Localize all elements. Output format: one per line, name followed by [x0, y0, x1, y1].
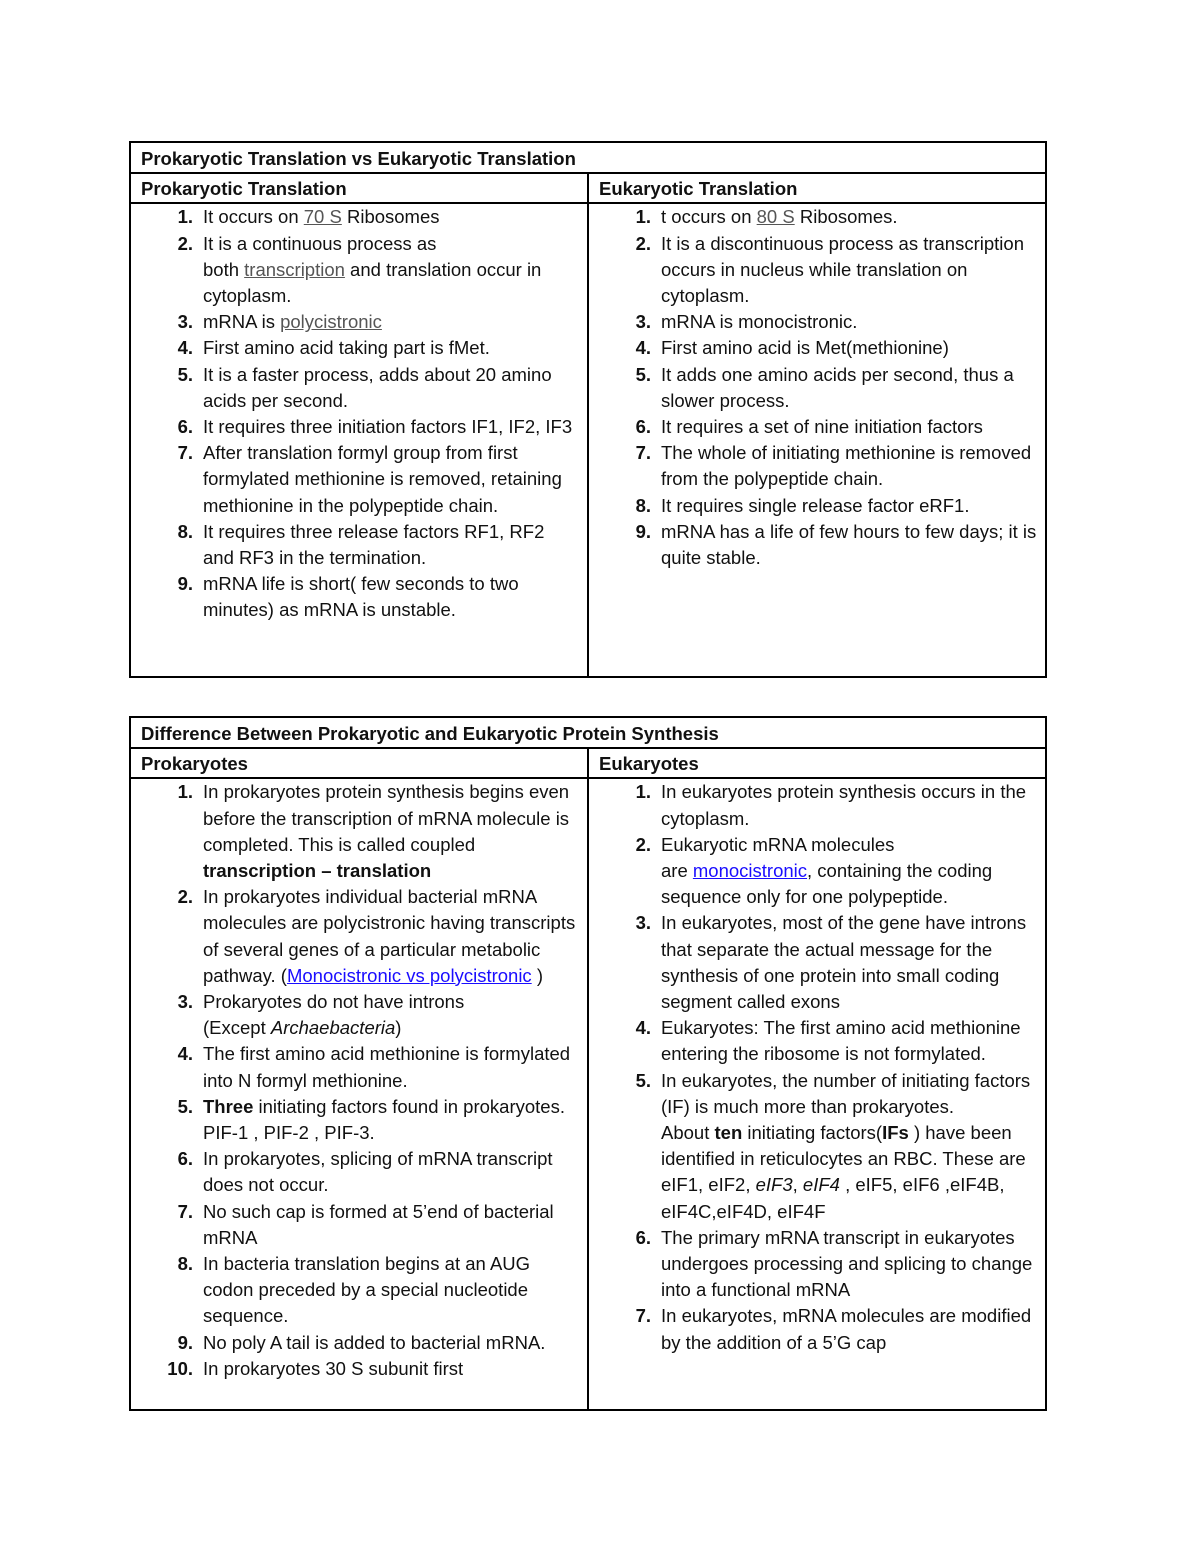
text-span: First amino acid taking part is fMet.	[203, 337, 490, 359]
item-number: 3.	[635, 912, 651, 934]
text-span: )	[531, 964, 543, 986]
text-span: Archaebacteria	[270, 1017, 396, 1039]
item-number: 5.	[177, 363, 193, 385]
column-header-eukaryotes: Eukaryotes	[588, 748, 1046, 778]
inline-link[interactable]: 80 S	[756, 206, 795, 228]
inline-link[interactable]: monocistronic	[692, 860, 808, 882]
item-number: 2.	[177, 232, 193, 254]
item-number: 6.	[177, 416, 193, 438]
item-number: 3.	[635, 311, 651, 333]
item-text	[661, 493, 1045, 519]
list-item	[131, 779, 587, 884]
table-title: Difference Between Prokaryotic and Eukaryotic Protein Synthesis	[130, 717, 1046, 748]
item-number: 7.	[177, 442, 193, 464]
eukaryotes-list	[589, 779, 1045, 1355]
item-number: 3.	[177, 991, 193, 1013]
inline-link[interactable]: 70 S	[303, 206, 342, 228]
list-item	[589, 832, 1045, 911]
text-span: First amino acid is Met(methionine)	[661, 337, 949, 359]
column-header-eukaryotic: Eukaryotic Translation	[588, 173, 1046, 203]
item-text	[203, 1041, 587, 1093]
text-span: In prokaryotes individual bacterial mRNA molecules are polycistronic having transcripts of several genes of a particular metabolic pathway. (	[203, 886, 576, 986]
item-text	[203, 779, 587, 884]
prokaryotic-list	[131, 204, 587, 623]
item-number: 2.	[177, 886, 193, 908]
item-number: 1.	[635, 781, 651, 803]
item-text	[203, 884, 587, 989]
column-header-prokaryotic: Prokaryotic Translation	[130, 173, 588, 203]
item-text	[661, 440, 1045, 492]
text-span: No poly A tail is added to bacterial mRNA.	[203, 1331, 546, 1353]
list-item	[589, 779, 1045, 831]
inline-link[interactable]: polycistronic	[280, 311, 382, 333]
list-item	[589, 1068, 1045, 1225]
text-span: It occurs on	[203, 206, 304, 228]
item-number: 9.	[177, 573, 193, 595]
list-item	[131, 884, 587, 989]
text-span: both	[203, 258, 245, 280]
list-item	[589, 910, 1045, 1015]
list-item	[131, 204, 587, 230]
text-span: IFs	[882, 1122, 909, 1144]
prokaryotic-cell	[130, 203, 588, 677]
text-span: No such cap is formed at 5’end of bacterial mRNA	[203, 1200, 554, 1248]
item-text	[661, 779, 1045, 831]
item-text	[203, 1094, 587, 1146]
list-item	[131, 1041, 587, 1093]
text-span: It requires three initiation factors IF1, IF2, IF3	[203, 416, 573, 438]
item-number: 4.	[635, 337, 651, 359]
list-item	[589, 204, 1045, 230]
text-span: In eukaryotes, the number of initiating factors (IF) is much more than prokaryotes.	[661, 1069, 1031, 1117]
list-item	[131, 335, 587, 361]
list-item	[589, 493, 1045, 519]
text-span: In eukaryotes protein synthesis occurs in the cytoplasm.	[661, 781, 1027, 829]
text-span: It requires single release factor eRF1.	[661, 494, 970, 516]
item-text	[661, 362, 1045, 414]
item-number: 1.	[635, 206, 651, 228]
list-item	[589, 335, 1045, 361]
text-span: transcription – translation	[203, 860, 432, 882]
item-number: 5.	[177, 1095, 193, 1117]
column-header-prokaryotes: Prokaryotes	[130, 748, 588, 778]
list-item	[131, 1330, 587, 1356]
list-item	[131, 1199, 587, 1251]
text-span: The primary mRNA transcript in eukaryotes undergoes processing and splicing to change into a functional mRNA	[661, 1226, 1033, 1301]
item-number: 2.	[635, 232, 651, 254]
text-span: In prokaryotes, splicing of mRNA transcript does not occur.	[203, 1148, 553, 1196]
item-number: 1.	[177, 781, 193, 803]
item-text	[203, 362, 587, 414]
text-span: , containing the coding sequence only for one polypeptide.	[661, 860, 993, 908]
item-text	[203, 989, 587, 1041]
inline-link[interactable]: Monocistronic vs polycistronic	[286, 964, 532, 986]
item-text	[203, 571, 587, 623]
item-number: 6.	[635, 1226, 651, 1248]
item-text	[661, 1015, 1045, 1067]
list-item	[131, 1251, 587, 1330]
item-number: 5.	[635, 1069, 651, 1091]
item-text	[661, 1068, 1045, 1225]
text-span: , eIF5, eIF6 ,eIF4B, eIF4C,eIF4D, eIF4F	[661, 1174, 1005, 1222]
list-item	[131, 571, 587, 623]
text-span: Three	[203, 1095, 254, 1117]
item-number: 1.	[177, 206, 193, 228]
list-item	[589, 1225, 1045, 1304]
item-text	[203, 1356, 587, 1382]
list-item	[589, 1303, 1045, 1355]
text-span: (Except	[203, 1017, 271, 1039]
item-text	[661, 832, 1045, 911]
list-item	[589, 440, 1045, 492]
list-item	[589, 414, 1045, 440]
eukaryotes-cell	[588, 778, 1046, 1410]
item-number: 4.	[177, 337, 193, 359]
list-item	[589, 309, 1045, 335]
item-text	[203, 335, 587, 361]
list-item	[131, 362, 587, 414]
item-number: 2.	[635, 833, 651, 855]
prokaryotes-list	[131, 779, 587, 1382]
list-item	[131, 1094, 587, 1146]
item-number: 8.	[635, 494, 651, 516]
item-text	[661, 519, 1045, 571]
text-span: ) have been identified in reticulocytes an RBC. These are eIF1, eIF2,	[661, 1122, 1026, 1196]
item-text	[203, 231, 587, 310]
text-span: mRNA has a life of few hours to few days; it is quite stable.	[661, 520, 1037, 569]
text-span: ten	[714, 1122, 743, 1144]
item-text	[203, 1199, 587, 1251]
text-span: eIF4	[802, 1174, 840, 1196]
item-text	[661, 414, 1045, 440]
item-number: 7.	[177, 1200, 193, 1222]
text-span: Eukaryotes: The first amino acid methionine entering the ribosome is not formylated.	[661, 1017, 1021, 1065]
text-span: initiating factors(	[742, 1122, 883, 1144]
item-text	[203, 1146, 587, 1198]
list-item	[131, 1356, 587, 1382]
item-text	[203, 204, 587, 230]
item-text	[203, 414, 587, 440]
list-item	[131, 231, 587, 310]
text-span: mRNA is monocistronic.	[661, 311, 858, 333]
text-span: Ribosomes.	[794, 206, 898, 228]
text-span: The first amino acid methionine is formylated into N formyl methionine.	[203, 1043, 571, 1091]
item-text	[661, 335, 1045, 361]
item-number: 6.	[177, 1148, 193, 1170]
text-span: It requires a set of nine initiation factors	[661, 416, 983, 438]
item-number: 9.	[177, 1331, 193, 1353]
text-span: and translation occur in cytoplasm.	[203, 258, 542, 307]
list-item	[131, 440, 587, 519]
list-item	[131, 519, 587, 571]
item-number: 10.	[167, 1357, 193, 1379]
text-span: It requires three release factors RF1, RF2 and RF3 in the termination.	[203, 520, 545, 569]
text-span: mRNA is	[203, 311, 281, 333]
list-item	[131, 414, 587, 440]
item-text	[203, 1251, 587, 1330]
item-text	[661, 309, 1045, 335]
text-span: Eukaryotic mRNA molecules	[661, 833, 895, 855]
item-text	[661, 204, 1045, 230]
item-number: 8.	[177, 520, 193, 542]
item-text	[203, 1330, 587, 1356]
translation-comparison-table	[129, 141, 1047, 678]
item-text	[203, 519, 587, 571]
list-item	[131, 309, 587, 335]
list-item	[589, 362, 1045, 414]
item-number: 7.	[635, 1305, 651, 1327]
eukaryotic-cell	[588, 203, 1046, 677]
list-item	[131, 1146, 587, 1198]
text-span: It is a faster process, adds about 20 amino acids per second.	[203, 363, 552, 411]
text-span: mRNA life is short( few seconds to two minutes) as mRNA is unstable.	[203, 573, 519, 621]
list-item	[589, 519, 1045, 571]
item-number: 7.	[635, 442, 651, 464]
text-span: Prokaryotes do not have introns	[203, 991, 465, 1013]
text-span: In bacteria translation begins at an AUG codon preceded by a special nucleotide sequence.	[203, 1253, 531, 1327]
text-span: ,	[792, 1174, 803, 1196]
item-number: 9.	[635, 520, 651, 542]
list-item	[589, 231, 1045, 310]
text-span: About	[661, 1122, 715, 1144]
item-text	[661, 1225, 1045, 1304]
text-span: In eukaryotes, mRNA molecules are modified by the addition of a 5’G cap	[661, 1305, 1032, 1353]
text-span: t occurs on	[661, 206, 757, 228]
item-number: 8.	[177, 1253, 193, 1275]
text-span: In eukaryotes, most of the gene have introns that separate the actual message for the synthesis of one protein into small coding segment called exons	[661, 912, 1027, 1013]
text-span: In prokaryotes 30 S subunit first	[203, 1357, 464, 1379]
inline-link[interactable]: transcription	[244, 258, 345, 280]
text-span: In prokaryotes protein synthesis begins even before the transcription of mRNA molecule is completed. This is called coupled	[203, 781, 570, 855]
text-span: The whole of initiating methionine is removed from the polypeptide chain.	[661, 442, 1032, 490]
text-span: After translation formyl group from first formylated methionine is removed, retaining methionine in the polypeptide chain.	[203, 442, 562, 516]
item-text	[203, 440, 587, 519]
item-text	[661, 910, 1045, 1015]
item-text	[661, 1303, 1045, 1355]
item-text	[203, 309, 587, 335]
item-text	[661, 231, 1045, 310]
item-number: 3.	[177, 311, 193, 333]
text-span: It is a discontinuous process as transcription occurs in nucleus while translation on cytoplasm.	[661, 232, 1024, 307]
list-item	[131, 989, 587, 1041]
item-number: 5.	[635, 363, 651, 385]
eukaryotic-list	[589, 204, 1045, 571]
protein-synthesis-table	[129, 716, 1047, 1411]
item-number: 4.	[177, 1043, 193, 1065]
prokaryotes-cell	[130, 778, 588, 1410]
item-number: 4.	[635, 1017, 651, 1039]
text-span: are	[661, 860, 693, 882]
text-span: )	[395, 1017, 402, 1039]
text-span: eIF3	[755, 1174, 793, 1196]
text-span: Ribosomes	[341, 206, 440, 228]
text-span: initiating factors found in prokaryotes. PIF-1 , PIF-2 , PIF-3.	[203, 1095, 565, 1144]
table-title: Prokaryotic Translation vs Eukaryotic Translation	[130, 142, 1046, 173]
text-span: It adds one amino acids per second, thus a slower process.	[661, 363, 1014, 411]
item-number: 6.	[635, 416, 651, 438]
list-item	[589, 1015, 1045, 1067]
text-span: It is a continuous process as	[203, 232, 437, 254]
